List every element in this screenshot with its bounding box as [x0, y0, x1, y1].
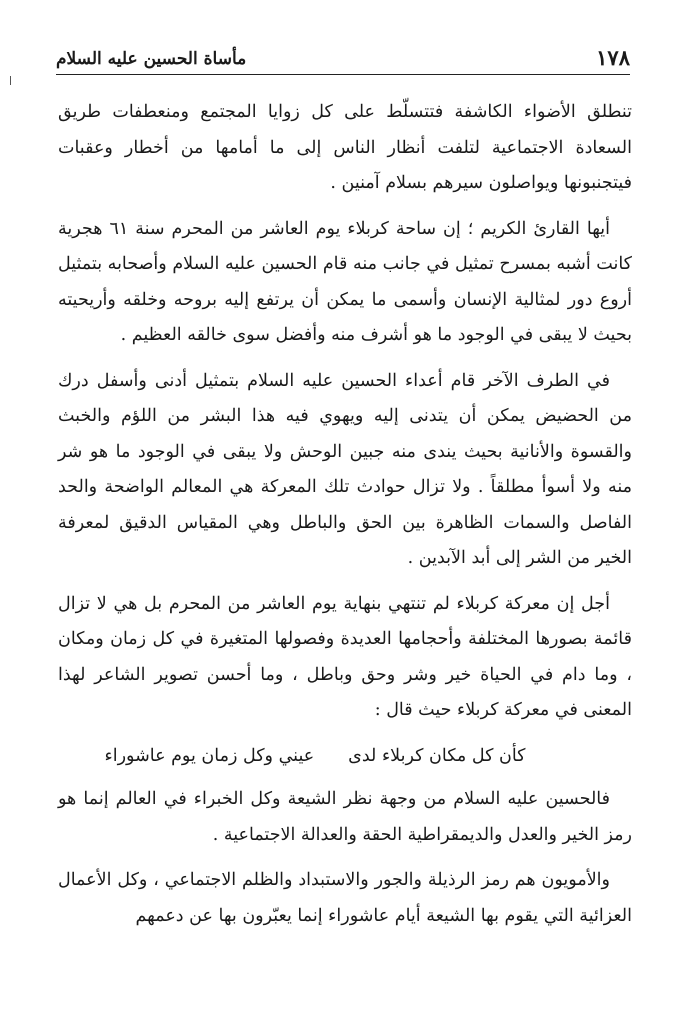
paragraph-1: تنطلق الأضواء الكاشفة فتتسلّط على كل زوايا المجتمع ومنعطفات طريق السعادة الاجتماعية لتلفت أنظار الناس إلى ما أمامها من أخطار وعقبات فيتجنبونها ويواصلون سيرهم بسلام آمنين . [58, 102, 632, 193]
running-title: مأساة الحسين عليه السلام [56, 49, 247, 69]
paragraph-4: أجل إن معركة كربلاء لم تنتهي بنهاية يوم العاشر من المحرم بل هي لا تزال قائمة بصورها المختلفة وأحجامها العديدة وفصولها المتغيرة في كل زمان ومكان ، وما دام في الحياة خير وشر وحق وباطل ، وما أحسن تصوير الشاعر لهذا المعنى في معركة كربلاء حيث قال : [58, 593, 632, 720]
body-text [58, 95, 632, 934]
paragraph-6: والأمويون هم رمز الرذيلة والجور والاستبداد والظلم الاجتماعي ، وكل الأعمال العزائية التي يقوم بها الشيعة أيام عاشوراء إنما يعبّرون بها عن دعمهم [58, 870, 632, 926]
margin-mark [10, 76, 11, 85]
verse-second-hemistich: عيني وكل زمان يوم عاشوراء [104, 745, 315, 766]
poem-verse [58, 739, 632, 775]
paragraph-3: في الطرف الآخر قام أعداء الحسين عليه السلام بتمثيل أدنى وأسفل درك من الحضيض يمكن أن يتدنى إليه ويهوي فيه هذا البشر من اللؤم والخبث والقسوة والأنانية بحيث يندى منه جبين الوحش ولا يبقى في الوجود ما هو شر منه ولا أسوأ مطلقاً . ولا تزال حوادث تلك المعركة هي المعالم الواضحة والحد الفاصل والسمات الظاهرة بين الحق والباطل وهي المقياس الدقيق لمعرفة الخير من الشر إلى أبد الآبدين . [58, 370, 632, 568]
page-header [56, 38, 630, 75]
paragraph-2: أيها القارئ الكريم ؛ إن ساحة كربلاء يوم العاشر من المحرم سنة ٦١ هجرية كانت أشبه بمسرح تمثيل في جانب منه قام الحسين عليه السلام وأصحابه بتمثيل أروع دور لمثالية الإنسان وأسمى ما يمكن أن يرتفع إليه بروحه وخلقه وأريحيته بحيث لا يبقى في الوجود ما هو أشرف منه وأفضل سوى خالقه العظيم . [58, 218, 632, 345]
verse-first-hemistich: كأن كل مكان كربلاء لدى [348, 745, 526, 766]
page-number: ١٧٨ [596, 45, 630, 70]
paragraph-5: فالحسين عليه السلام من وجهة نظر الشيعة وكل الخبراء في العالم إنما هو رمز الخير والعدل والديمقراطية الحقة والعدالة الاجتماعية . [58, 789, 632, 845]
